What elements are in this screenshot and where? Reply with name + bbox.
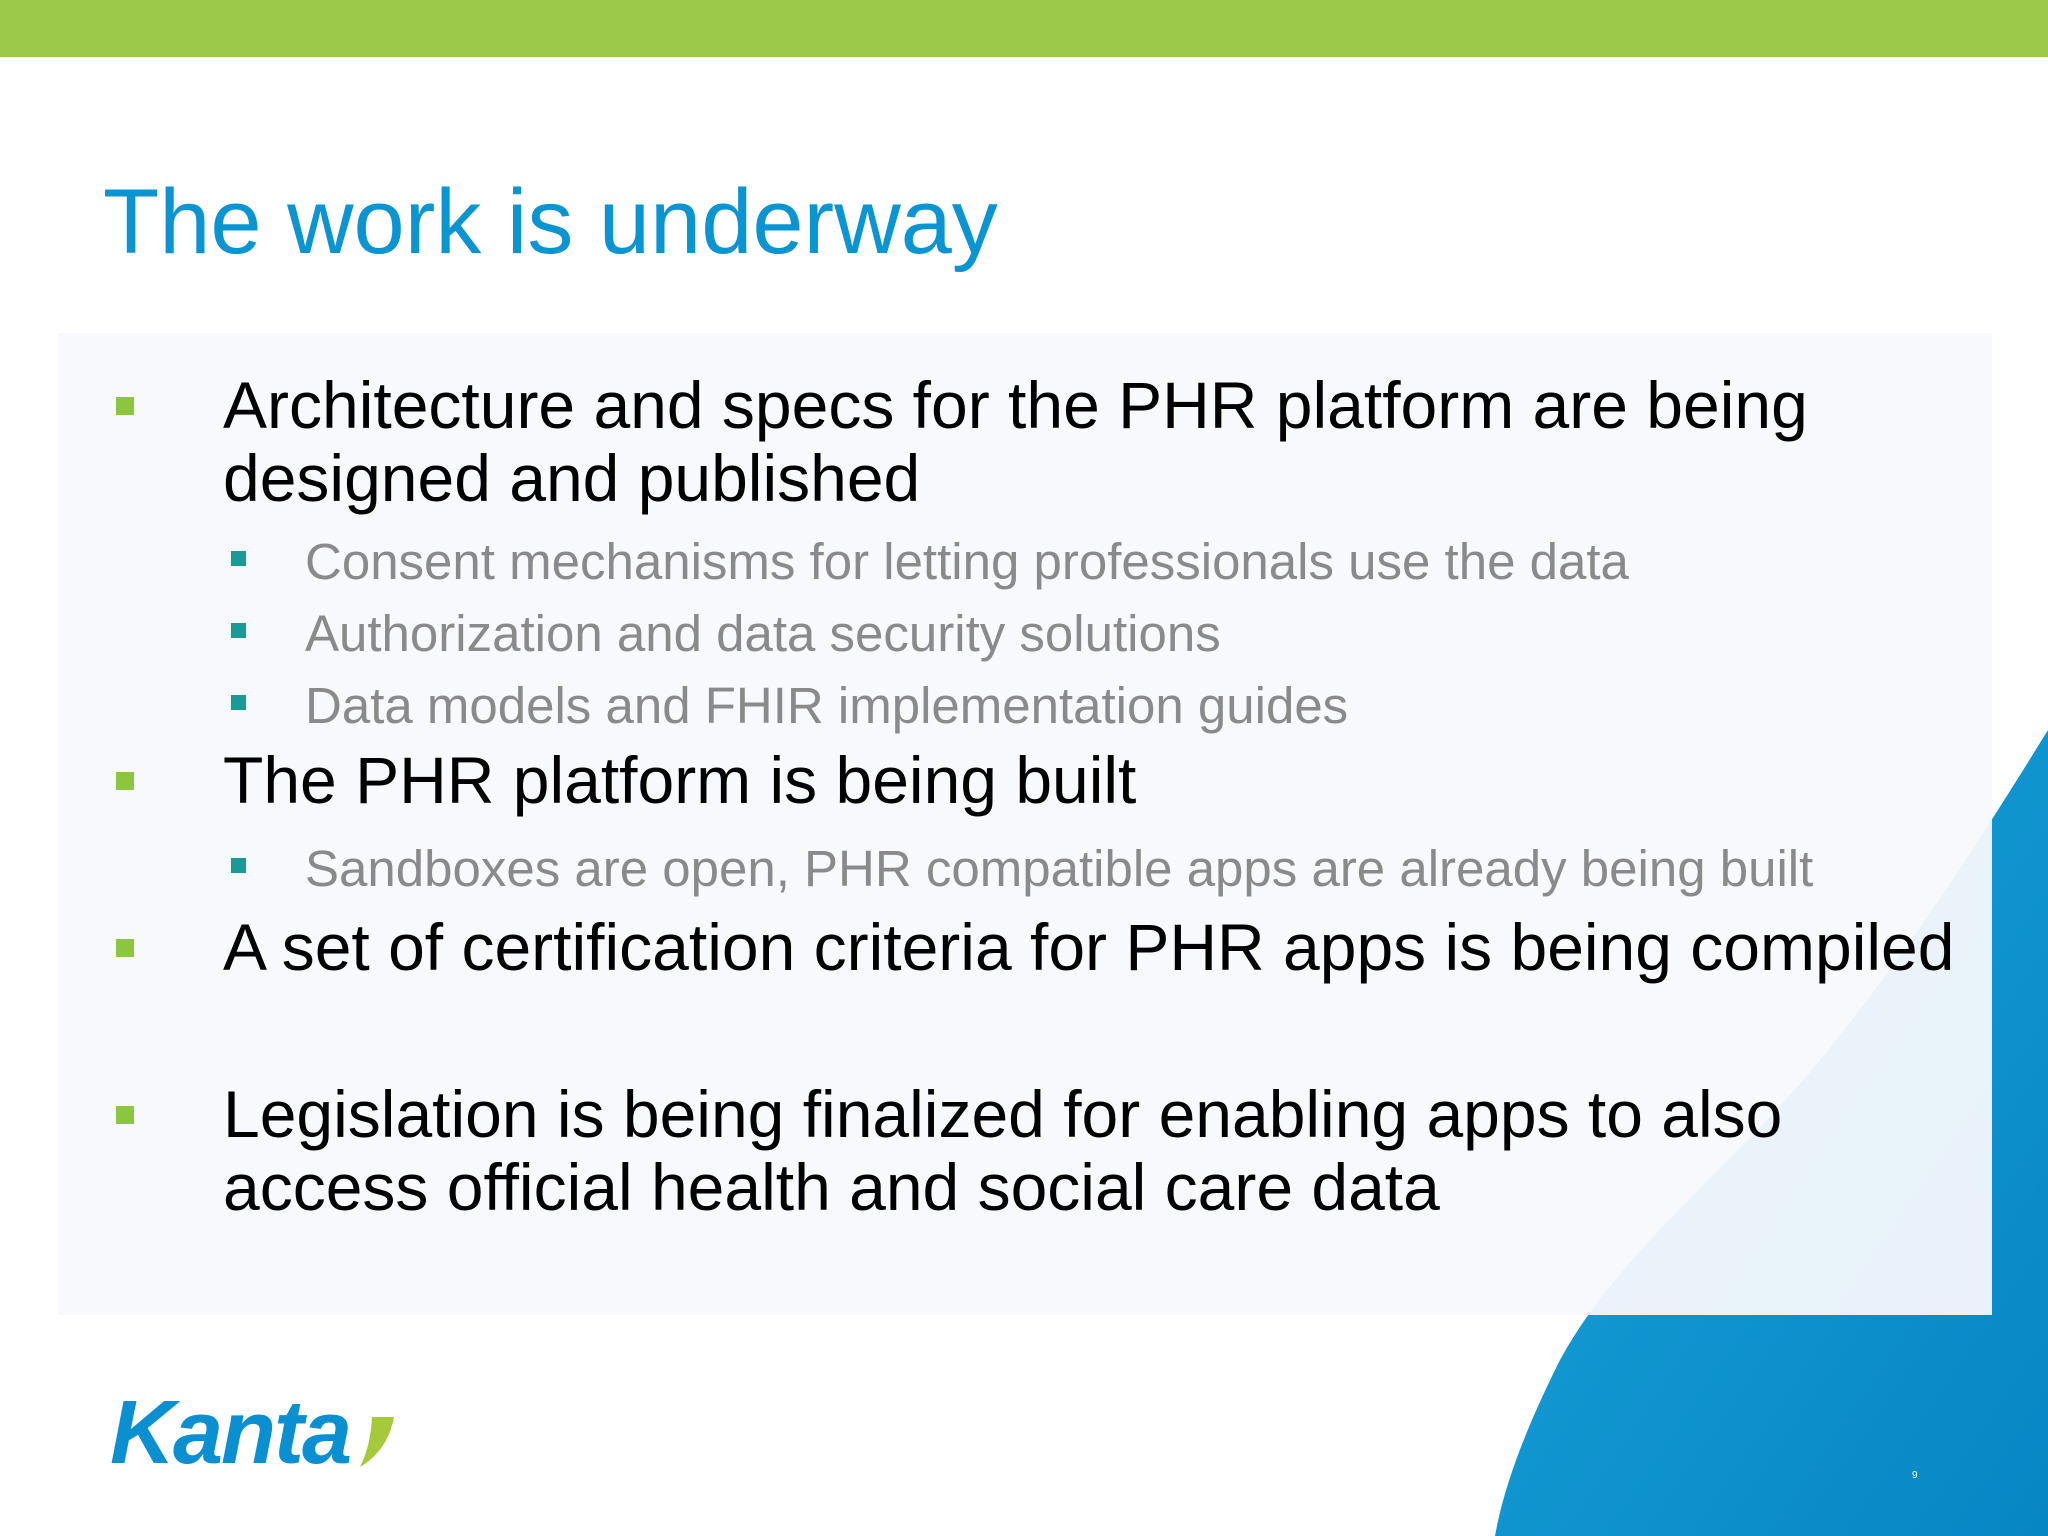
logo-swoosh-icon <box>110 1383 395 1483</box>
sub-bullet-sandboxes: Sandboxes are open, PHR compatible apps are already being built <box>305 839 1985 899</box>
kanta-logo <box>110 1383 395 1483</box>
bullet-certification: A set of certification criteria for PHR apps is being compiled <box>223 911 1973 984</box>
bullet-legislation: Legislation is being finalized for enabling apps to also access official health and social care data <box>223 1078 1973 1224</box>
content-panel <box>58 333 1992 1315</box>
sub-bullet-consent: Consent mechanisms for letting professionals use the data <box>305 532 1985 592</box>
slide-title: The work is underway <box>103 171 998 273</box>
page-number: 9 <box>1912 1470 1918 1481</box>
bullet-architecture: Architecture and specs for the PHR platform are being designed and published <box>223 369 1973 515</box>
sub-bullet-authorization: Authorization and data security solutions <box>305 604 1985 664</box>
sub-bullet-data-models: Data models and FHIR implementation guides <box>305 676 1985 736</box>
kanta-logo-text: Kanta <box>110 1383 351 1483</box>
bullet-platform-built: The PHR platform is being built <box>223 744 1973 817</box>
